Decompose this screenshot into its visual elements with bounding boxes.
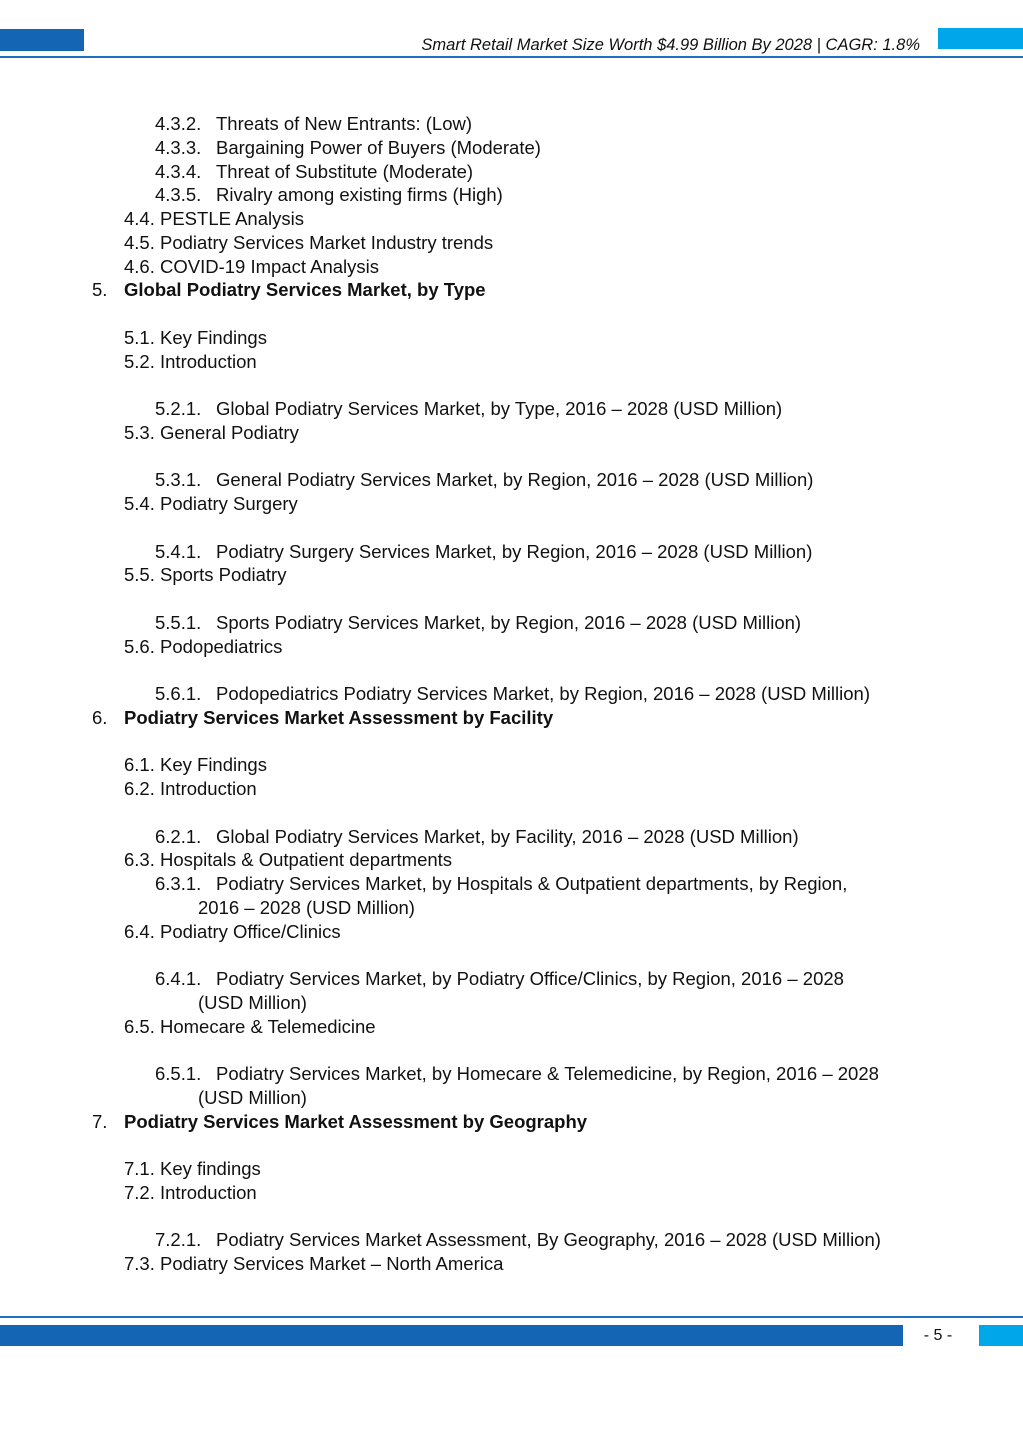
toc-spacer [0,943,1023,967]
toc-entry-text: 5.1. Key Findings [124,326,267,348]
running-header-title: Smart Retail Market Size Worth $4.99 Billion By 2028 | CAGR: 1.8% [421,36,920,54]
toc-entry-text: 5.4. Podiatry Surgery [124,493,298,514]
toc-entry-text: General Podiatry Services Market, by Region, 2016 – 2028 (USD Million) [216,469,814,491]
toc-entry [0,207,1023,231]
toc-entry-number: 6.5.1. [155,1063,202,1084]
toc-entry-text: 4.6. COVID-19 Impact Analysis [124,255,379,277]
toc-entry-text: Sports Podiatry Services Market, by Region, 2016 – 2028 (USD Million) [216,611,802,633]
toc-entry [0,468,1023,492]
footer-accent-right [979,1325,1023,1346]
toc-spacer [0,373,1023,397]
toc-entry-text: Podiatry Services Market Assessment by Facility [124,706,554,728]
toc-entry [0,872,1023,896]
toc-entry-text: 4.5. Podiatry Services Market Industry trends [124,231,494,253]
toc-entry-number: 6.3.1. [155,873,202,894]
toc-entry-number: 4.3.2. [155,113,202,134]
toc-entry [0,397,1023,421]
toc-entry-text: 5.3. General Podiatry [124,421,299,443]
toc-entry-text: 2016 – 2028 (USD Million) [198,896,415,918]
toc-entry-text: (USD Million) [198,991,307,1013]
toc-entry-text: Threat of Substitute (Moderate) [216,160,474,182]
toc-entry-number: 4.3.3. [155,136,202,158]
toc-entry-number: 4.3.5. [155,184,202,206]
header-rule [0,56,1023,58]
toc-entry [0,563,1023,587]
toc-entry [0,967,1023,991]
toc-entry-text: 6.2. Introduction [124,778,257,799]
toc-entry-text: 7.1. Key findings [124,1158,261,1179]
toc-entry [0,492,1023,516]
toc-entry-text: Global Podiatry Services Market, by Type [124,279,486,301]
toc-entry-text: Podiatry Services Market, by Homecare & Telemedicine, by Region, 2016 – 2028 [216,1063,879,1084]
toc-spacer [0,658,1023,682]
toc-entry-text: 5.5. Sports Podiatry [124,564,287,586]
toc-entry-number: 7. [92,1110,108,1132]
toc-entry [0,753,1023,777]
toc-entry-text: 7.2. Introduction [124,1181,257,1203]
toc-spacer [0,730,1023,754]
toc-entry-text: Global Podiatry Services Market, by Type, 2016 – 2028 (USD Million) [216,398,783,419]
toc-entry-number: 5.4.1. [155,540,202,562]
toc-entry [0,350,1023,374]
toc-entry-number: 5.6.1. [155,683,202,704]
toc-entry [0,1062,1023,1086]
footer-rule [0,1316,1023,1318]
toc-entry [0,1181,1023,1205]
toc-entry-text: Podopediatrics Podiatry Services Market, by Region, 2016 – 2028 (USD Million) [216,683,870,704]
toc-entry [0,611,1023,635]
table-of-contents [0,112,1023,1276]
toc-entry-text: 5.6. Podopediatrics [124,635,283,657]
toc-entry [0,825,1023,849]
toc-entry [0,991,1023,1015]
toc-section-heading [0,706,1023,730]
header-accent-left [0,29,84,51]
header-accent-right [938,28,1023,49]
toc-entry-text: 6.1. Key Findings [124,754,267,776]
toc-entry-text: Bargaining Power of Buyers (Moderate) [216,136,541,158]
toc-section-heading [0,278,1023,302]
toc-spacer [0,1205,1023,1229]
toc-entry [0,777,1023,801]
toc-entry [0,1252,1023,1276]
toc-spacer [0,801,1023,825]
toc-spacer [0,1038,1023,1062]
toc-entry-text: Podiatry Surgery Services Market, by Region, 2016 – 2028 (USD Million) [216,540,813,562]
toc-entry [0,1015,1023,1039]
toc-entry [0,421,1023,445]
toc-entry-text: Rivalry among existing firms (High) [216,184,503,206]
toc-spacer [0,1133,1023,1157]
toc-entry-text: Podiatry Services Market, by Hospitals & Outpatient departments, by Region, [216,873,848,894]
toc-entry-number: 6. [92,706,108,728]
toc-entry [0,255,1023,279]
toc-entry [0,920,1023,944]
toc-section-heading [0,1110,1023,1134]
toc-entry [0,682,1023,706]
toc-entry-number: 5. [92,279,108,301]
toc-entry-text: 4.4. PESTLE Analysis [124,208,304,229]
toc-spacer [0,516,1023,540]
toc-entry-number: 5.3.1. [155,469,202,491]
toc-entry [0,136,1023,160]
toc-entry [0,1157,1023,1181]
toc-entry [0,540,1023,564]
toc-entry-text: 6.4. Podiatry Office/Clinics [124,920,341,942]
toc-entry [0,1228,1023,1252]
toc-entry-text: Podiatry Services Market Assessment, By Geography, 2016 – 2028 (USD Million) [216,1229,881,1251]
toc-entry-text: Threats of New Entrants: (Low) [216,113,473,134]
toc-spacer [0,587,1023,611]
toc-entry-text: Global Podiatry Services Market, by Facility, 2016 – 2028 (USD Million) [216,825,799,847]
toc-entry-text: Podiatry Services Market Assessment by Geography [124,1110,588,1132]
toc-entry [0,160,1023,184]
toc-spacer [0,445,1023,469]
toc-spacer [0,302,1023,326]
toc-entry [0,635,1023,659]
page-number: - 5 - [923,1327,953,1344]
toc-entry-number: 6.2.1. [155,825,202,847]
toc-entry [0,326,1023,350]
footer-accent-bar [0,1325,903,1346]
toc-entry-number: 6.4.1. [155,968,202,989]
toc-entry-text: 6.3. Hospitals & Outpatient departments [124,849,453,871]
toc-entry [0,183,1023,207]
toc-entry-text: 7.3. Podiatry Services Market – North America [124,1253,504,1274]
toc-entry [0,848,1023,872]
toc-entry-text: (USD Million) [198,1086,307,1108]
toc-entry [0,1086,1023,1110]
toc-entry-number: 7.2.1. [155,1229,202,1251]
toc-entry-number: 5.2.1. [155,398,202,419]
toc-entry-number: 4.3.4. [155,160,202,182]
toc-entry [0,112,1023,136]
toc-entry [0,896,1023,920]
toc-entry-number: 5.5.1. [155,611,202,633]
toc-entry-text: 6.5. Homecare & Telemedicine [124,1015,376,1037]
toc-entry-text: Podiatry Services Market, by Podiatry Office/Clinics, by Region, 2016 – 2028 [216,968,844,989]
toc-entry [0,231,1023,255]
toc-entry-text: 5.2. Introduction [124,350,257,372]
